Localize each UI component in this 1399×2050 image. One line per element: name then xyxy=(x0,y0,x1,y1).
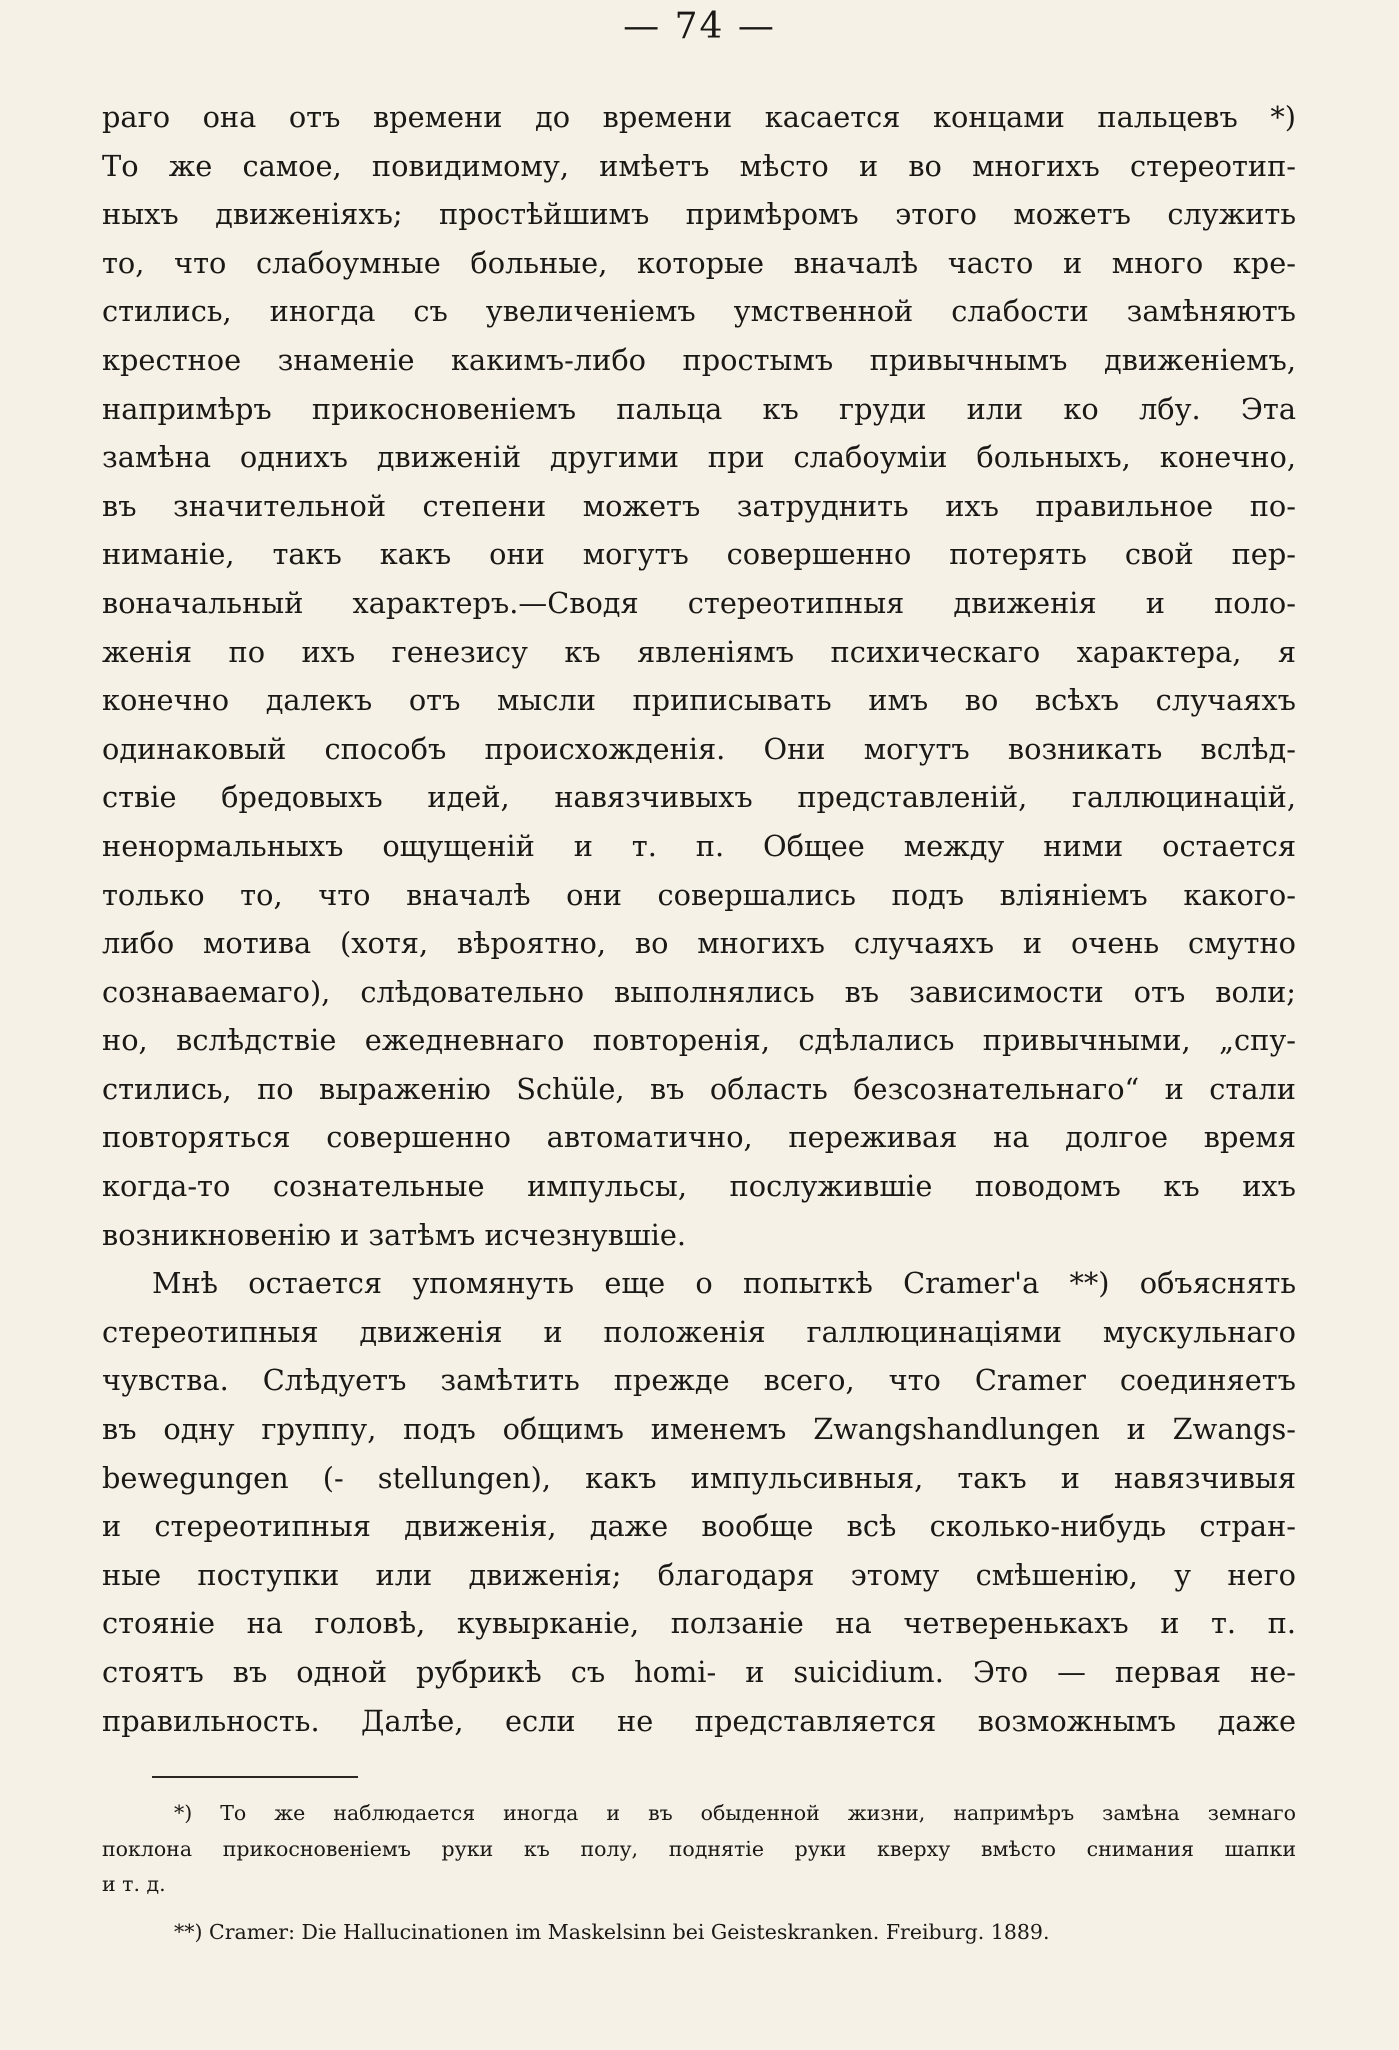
text-line: и стереотипныя движенія, даже вообще всѣ сколько-нибудь стран- xyxy=(102,1509,1296,1544)
footnote-line: **) Cramer: Die Hallucinationen im Maskelsinn bei Geisteskranken. Freiburg. 1889. xyxy=(174,1919,1050,1944)
text-line: стились, иногда съ увеличеніемъ умственной слабости замѣняютъ xyxy=(102,294,1296,329)
footnote-line: *) То же наблюдается иногда и въ обыденной жизни, напримѣръ замѣна земнаго xyxy=(174,1801,1296,1825)
text-line: ные поступки или движенія; благодаря этому смѣшенію, у него xyxy=(102,1557,1296,1592)
text-line: въ значительной степени можетъ затруднить ихъ правильное по- xyxy=(102,488,1296,523)
paragraph-start-line: Мнѣ остается упомянуть еще о попыткѣ Cramer'a **) объяснять xyxy=(152,1266,1296,1301)
text-line: ствіе бредовыхъ идей, навязчивыхъ представленій, галлюцинацій, xyxy=(102,780,1296,815)
text-line: ниманіе, такъ какъ они могутъ совершенно потерять свой пер- xyxy=(102,537,1296,572)
footnote-line: поклона прикосновеніемъ руки къ полу, поднятіе руки кверху вмѣсто снимания шапки xyxy=(102,1836,1296,1861)
text-line: То же самое, повидимому, имѣетъ мѣсто и во многихъ стереотип- xyxy=(102,148,1296,183)
text-line: bewegungen (- stellungen), какъ импульсивныя, такъ и навязчивыя xyxy=(102,1460,1296,1495)
text-line: правильность. Далѣе, если не представляется возможнымъ даже xyxy=(102,1703,1296,1738)
text-line: когда-то сознательные импульсы, послужившіе поводомъ къ ихъ xyxy=(102,1169,1296,1204)
text-line: стояніе на головѣ, кувырканіе, ползаніе на четверенькахъ и т. п. xyxy=(102,1606,1296,1641)
text-line: воначальный характеръ.—Сводя стереотипныя движенія и поло- xyxy=(102,585,1296,620)
text-line: повторяться совершенно автоматично, переживая на долгое время xyxy=(102,1120,1296,1155)
page-number: — 74 — xyxy=(623,6,776,47)
text-line: стились, по выраженію Schüle, въ область безсознательнаго“ и стали xyxy=(102,1071,1296,1106)
text-line: ненормальныхъ ощущеній и т. п. Общее между ними остается xyxy=(102,828,1296,863)
text-line: крестное знаменіе какимъ-либо простымъ привычнымъ движеніемъ, xyxy=(102,342,1296,377)
text-line: замѣна однихъ движеній другими при слабоуміи больныхъ, конечно, xyxy=(102,440,1296,475)
body-text xyxy=(102,93,1296,1745)
text-line: напримѣръ прикосновеніемъ пальца къ груди или ко лбу. Эта xyxy=(102,391,1296,426)
text-line: но, вслѣдствіе ежедневнаго повторенія, сдѣлались привычными, „спу- xyxy=(102,1023,1296,1058)
text-line: одинаковый способъ происхожденія. Они могутъ возникать вслѣд- xyxy=(102,731,1296,766)
text-line: сознаваемаго), слѣдовательно выполнялись въ зависимости отъ воли; xyxy=(102,974,1296,1009)
text-line: женія по ихъ генезису къ явленіямъ психическаго характера, я xyxy=(102,634,1296,669)
text-line: чувства. Слѣдуетъ замѣтить прежде всего, что Cramer соединяетъ xyxy=(102,1363,1296,1398)
footnotes xyxy=(102,1796,1296,1950)
text-line: то, что слабоумные больные, которые вначалѣ часто и много кре- xyxy=(102,245,1296,280)
text-line: ныхъ движеніяхъ; простѣйшимъ примѣромъ этого можетъ служить xyxy=(102,197,1296,232)
text-line: стоятъ въ одной рубрикѣ съ homi- и suicidium. Это — первая не- xyxy=(102,1655,1296,1689)
footnote-line: и т. д. xyxy=(102,1872,166,1896)
text-line: раго она отъ времени до времени касается концами пальцевъ *) xyxy=(102,100,1296,134)
text-line: либо мотива (хотя, вѣроятно, во многихъ случаяхъ и очень смутно xyxy=(102,926,1296,961)
text-line: стереотипныя движенія и положенія галлюцинаціями мускульнаго xyxy=(102,1314,1296,1349)
text-line: въ одну группу, подъ общимъ именемъ Zwangshandlungen и Zwangs- xyxy=(102,1412,1296,1447)
footnote-divider xyxy=(152,1776,358,1778)
text-line: конечно далекъ отъ мысли приписывать имъ во всѣхъ случаяхъ xyxy=(102,683,1296,718)
text-line: только то, что вначалѣ они совершались подъ вліяніемъ какого- xyxy=(102,877,1296,912)
paragraph-end-line: возникновенію и затѣмъ исчезнувшіе. xyxy=(102,1217,687,1252)
